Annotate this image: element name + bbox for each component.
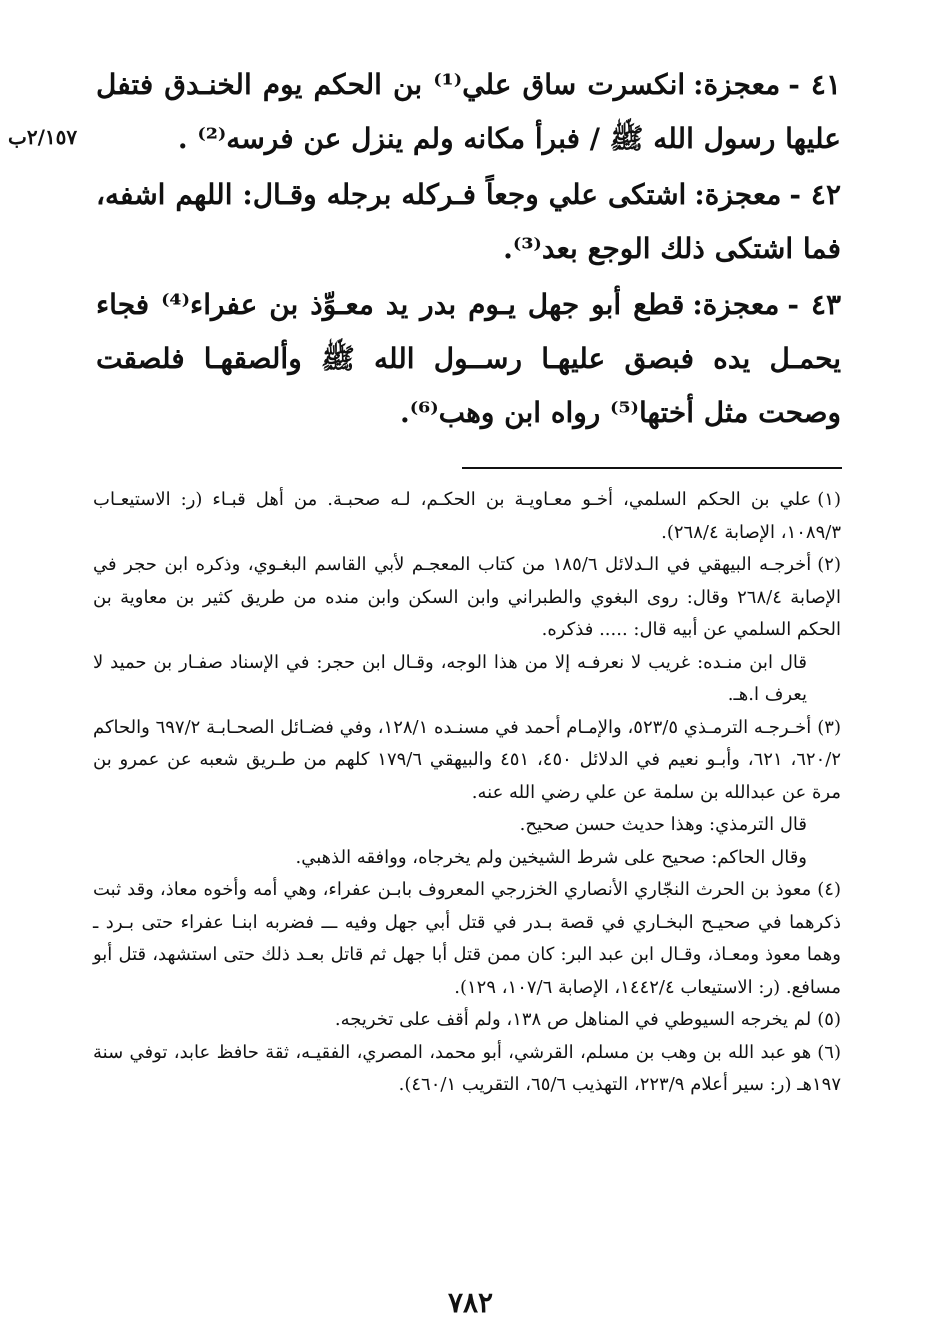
item-text: انكسرت ساق علي⁽¹⁾ بن الحكم يوم الخنـدق فتفل عليها رسول الله ﷺ / فبرأ مكانه ولم ينزل عن فرسه⁽²⁾ . <box>96 68 841 155</box>
footnote-text: معوذ بن الحرث النجّاري الأنصاري الخزرجي المعروف بابـن عفراء، وهي أمه وأخوه معاذ، وقد ثبت ذكرهما في صحيـح البخـاري في قصة بـدر في قتل أبي جهل وفيه ـــ فضربه ابنـا عفراء حتى بـرد ـ وهما معوذ ومعـاذ، وقـال ابن عبد البر: كان ممن قتل أبا جهل ثم قاتل بعـد ذلك حتى استشهد، قتل أبو مسافع. (ر: الاستيعاب ١٤٤٢/٤، الإصابة ١٠٧/٦، ١٢٩). <box>93 879 841 998</box>
footnote-text: أخـرجـه الترمـذي ٥٢٣/٥، والإمـام أحمد في مسنـده ١٢٨/١، وفي فضـائل الصحـابـة ٦٩٧/٢ والحاكم ٦٢٠/٢، ٦٢١، وأبـو نعيم في الدلائل ٤٥٠، ٤٥١ والبيهقي ١٧٩/٦ كلهم من طـريق شعبه عن عمرو بن مرة عن عبدالله بن سلمة عن علي رضي الله عنه. <box>93 716 842 803</box>
footnote-number: (٥) <box>817 1009 841 1030</box>
item-number: ٤٢ - <box>789 178 841 211</box>
footnote-number: (٦) <box>817 1041 841 1063</box>
footnote-5 <box>93 1004 841 1037</box>
footnote-1 <box>93 484 841 549</box>
miracle-item-41 <box>96 58 841 166</box>
footnote-6 <box>93 1037 841 1102</box>
main-text <box>96 58 841 442</box>
footnote-number: (٤) <box>817 879 841 900</box>
footnote-separator <box>462 467 842 469</box>
footnote-number: (٢) <box>817 554 841 575</box>
footnote-number: (٣) <box>817 716 841 738</box>
footnote-text: أخرجـه البيهقي في الـدلائل ١٨٥/٦ من كتاب المعجـم لأبي القاسم البغـوي، وذكره ابن حجر في الإصابة ٢٦٨/٤ وقال: روى البغوي والطبراني وابن السكن وابن منده من طريق كثير بن معاوية بن الحكم السلمي عن أبيه قال: ..... فذكره. <box>93 554 841 640</box>
miracle-item-43 <box>96 278 841 440</box>
footnote-text: هو عبد الله بن وهب بن مسلم، القرشي، أبو محمد، المصري، الفقيـه، ثقة حافظ عابد، توفي سنة ١٩٧هـ (ر: سير أعلام ٢٢٣/٩، التهذيب ٦٥/٦، التقريب ٤٦٠/١). <box>93 1041 841 1095</box>
miracle-item-42 <box>96 168 841 276</box>
footnote-3 <box>93 712 841 810</box>
footnote-2 <box>93 549 841 647</box>
footnote-number: (١) <box>817 489 841 510</box>
item-number: ٤٣ - <box>787 288 842 321</box>
page-number: ٧٨٢ <box>447 1286 494 1319</box>
item-label: معجزة: <box>693 68 781 101</box>
footnote-text: علي بن الحكم السلمي، أخـو معـاويـة بن الحكـم، لـه صحبـة. من أهل قبـاء (ر: الاستيعـاب ١٠٨٩/٣، الإصابة ٢٦٨/٤). <box>93 489 841 543</box>
footnote-3-continuation-2: وقال الحاكم: صحيح على شرط الشيخين ولم يخرجاه، ووافقه الذهبي. <box>295 846 807 868</box>
item-number: ٤١ - <box>788 68 841 101</box>
footnote-3-continuation-1: قال الترمذي: وهذا حديث حسن صحيح. <box>519 814 807 835</box>
item-label: معجزة: <box>694 178 782 211</box>
item-label: معجزة: <box>692 288 780 321</box>
margin-note: ٢/١٥٧ب <box>8 125 78 149</box>
footnotes <box>93 484 841 1102</box>
footnote-4 <box>93 874 841 1004</box>
item-text: اشتكى علي وجعاً فـركله برجله وقـال: اللهم اشفه، فما اشتكى ذلك الوجع بعد⁽³⁾. <box>96 178 841 265</box>
footnote-2-continuation: قال ابن منـده: غريب لا نعرفـه إلا من هذا الوجه، وقـال ابن حجر: في الإسناد صفـار بن حميد لا يعرف ا.هـ. <box>93 651 807 705</box>
footnote-text: لم يخرجه السيوطي في المناهل ص ١٣٨، ولم أقف على تخريجه. <box>334 1009 812 1030</box>
item-text: قطع أبو جهل يـوم بدر يد معـوِّذ بن عفراء⁽⁴⁾ فجاء يحمـل يده فبصق عليهـا رســول الله ﷺ وألصقهـا فلصقت وصحت مثل أختها⁽⁵⁾ رواه ابن وهب⁽⁶⁾. <box>96 288 841 429</box>
